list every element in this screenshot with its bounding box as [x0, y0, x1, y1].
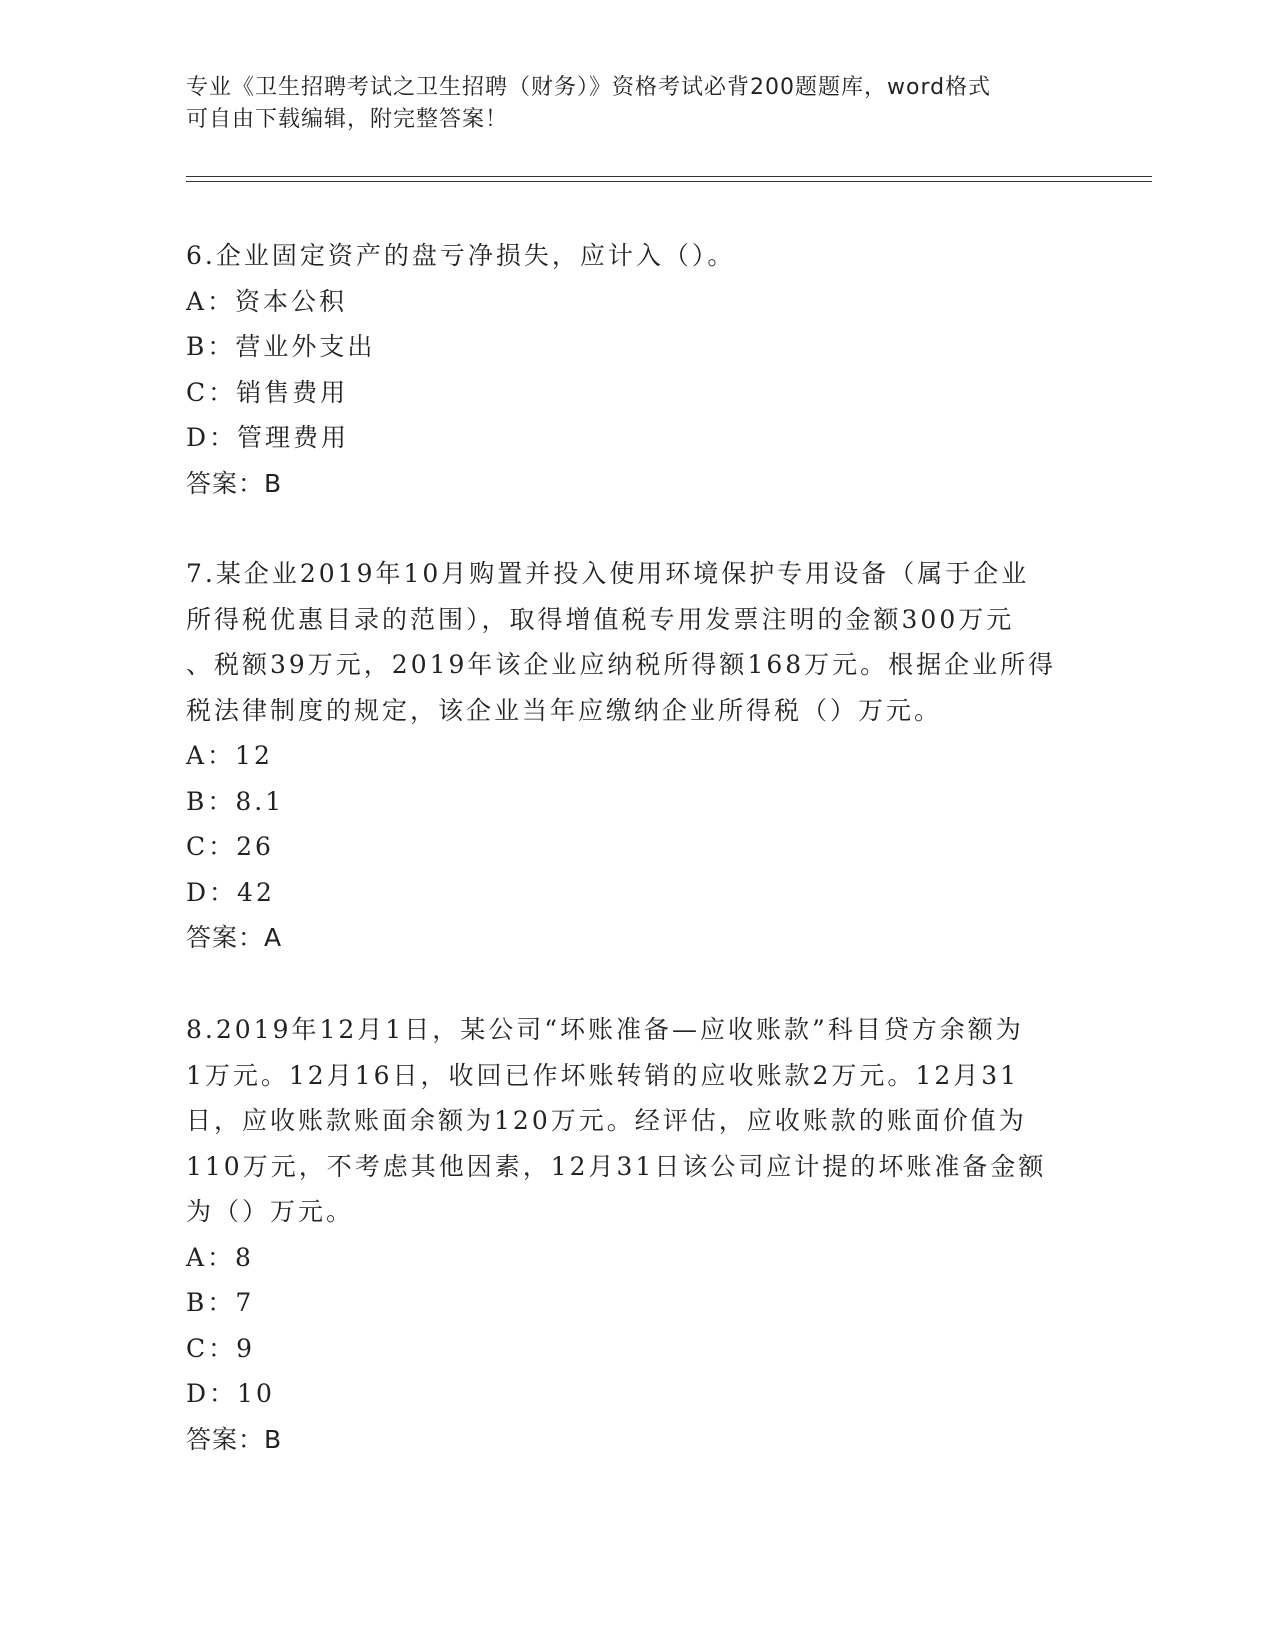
- option-b: B：8.1: [186, 786, 285, 816]
- answer-label: 答案：A: [186, 923, 283, 952]
- question-6: [186, 233, 1086, 506]
- question-text: 税法律制度的规定，该企业当年应缴纳企业所得税（）万元。: [186, 695, 943, 725]
- question-stem: [186, 233, 1086, 279]
- question-text: 110万元，不考虑其他因素，12月31日该公司应计提的坏账准备金额: [186, 1151, 1047, 1181]
- answer-label: 答案：B: [186, 468, 283, 498]
- question-text: 所得税优惠目录的范围），取得增值税专用发票注明的金额300万元: [186, 604, 1015, 634]
- option-c: C：9: [186, 1333, 256, 1363]
- option-b: B：7: [186, 1288, 255, 1317]
- question-text: 6.企业固定资产的盘亏净损失，应计入（）。: [186, 241, 736, 270]
- question-text: 8.2019年12月1日，某公司“坏账准备—应收账款”科目贷方余额为: [186, 1015, 1024, 1044]
- question-8: [186, 1007, 1086, 1462]
- question-text: 为（）万元。: [186, 1197, 355, 1226]
- question-text: 7.某企业2019年10月购置并投入使用环境保护专用设备（属于企业: [186, 559, 1030, 588]
- option-a: A：资本公积: [186, 286, 348, 316]
- header-line: 可自由下载编辑，附完整答案！: [186, 107, 509, 132]
- header-divider: [186, 181, 1152, 182]
- option-a: A：8: [186, 1242, 254, 1272]
- option-d: D：管理费用: [186, 423, 350, 452]
- option-c: C：销售费用: [186, 377, 349, 407]
- option-a: A：12: [186, 741, 273, 770]
- option-c: C：26: [186, 832, 274, 861]
- header-line: 专业《卫生招聘考试之卫生招聘（财务）》资格考试必背200题题库，word格式: [186, 75, 992, 100]
- question-stem: [186, 551, 1086, 733]
- question-7: [186, 551, 1086, 961]
- option-b: B：营业外支出: [186, 332, 376, 361]
- document-header: [186, 72, 1086, 136]
- answer-label: 答案：B: [186, 1424, 283, 1454]
- option-d: D：42: [186, 877, 275, 907]
- header-divider: [186, 176, 1152, 177]
- question-text: 1万元。12月16日，收回已作坏账转销的应收账款2万元。12月31: [186, 1060, 1020, 1090]
- question-text: 日，应收账款账面余额为120万元。经评估，应收账款的账面价值为: [186, 1106, 1027, 1135]
- question-text: 、税额39万元，2019年该企业应纳税所得额168万元。根据企业所得: [186, 650, 1057, 679]
- question-stem: [186, 1007, 1086, 1235]
- option-d: D：10: [186, 1379, 275, 1408]
